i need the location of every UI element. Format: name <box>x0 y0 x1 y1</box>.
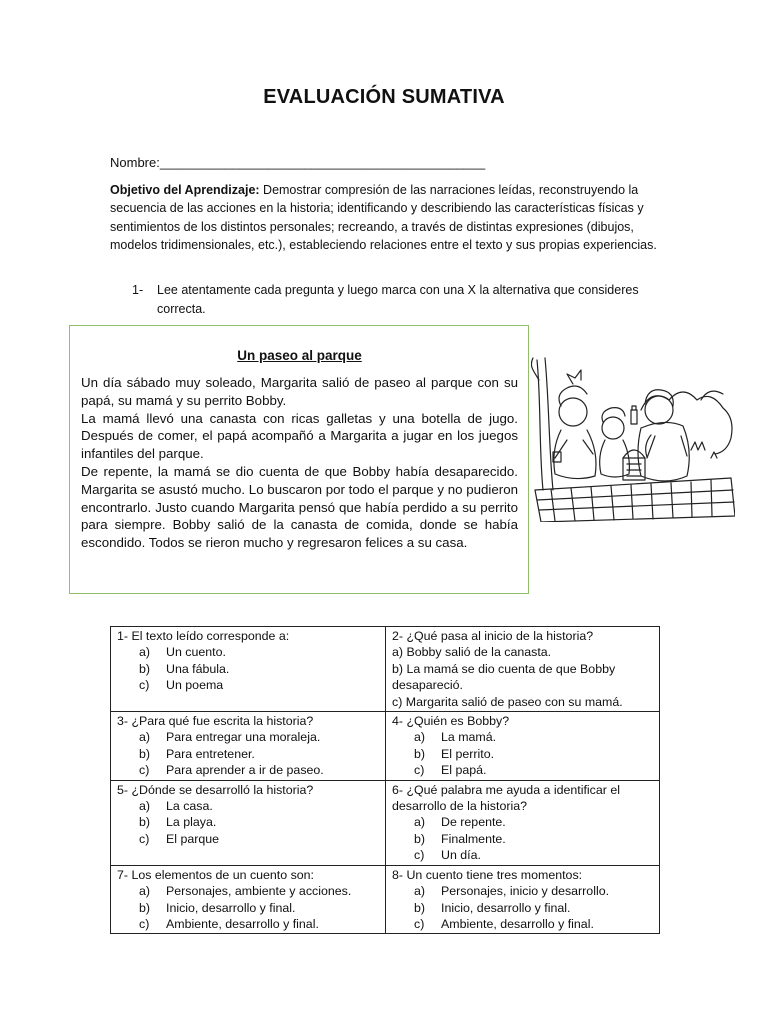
question-3 <box>111 712 386 781</box>
story-paragraph: La mamá llevó una canasta con ricas galletas y una botella de jugo. Después de comer, el papá acompañó a Margarita a jugar en los juegos infantiles del parque. <box>81 410 518 462</box>
table-row <box>111 712 660 781</box>
question-text: 6- ¿Qué palabra me ayuda a identificar el desarrollo de la historia? <box>392 782 620 814</box>
learning-objective <box>110 181 658 254</box>
instruction-text: Lee atentamente cada pregunta y luego marca con una X la alternativa que consideres correcta. <box>157 283 639 316</box>
questions-table <box>110 626 660 934</box>
question-1 <box>111 627 386 712</box>
question-text: 7- Los elementos de un cuento son: <box>117 867 315 882</box>
story-body <box>81 374 518 552</box>
option-b[interactable]: b) La playa. <box>139 815 217 830</box>
option-c[interactable]: c) Para aprender a ir de paseo. <box>139 763 324 778</box>
instruction <box>132 281 662 318</box>
question-7 <box>111 865 386 934</box>
option-a[interactable]: a) La mamá. <box>414 730 497 745</box>
option-a[interactable]: a) Bobby salió de la canasta. <box>392 645 552 660</box>
objective-text: Demostrar compresión de las narraciones leídas, reconstruyendo la secuencia de las acciones en la historia; identificando y describiendo las características físicas y sentimientos de los distintos personales; recreando, a través de distintas expresiones (dibujos, modelos tridimensionales, etc.), estableciendo relaciones entre el texto y sus propias experiencias. <box>110 183 657 252</box>
story-title: Un paseo al parque <box>237 348 362 363</box>
option-a[interactable]: a) De repente. <box>414 815 506 830</box>
question-text: 4- ¿Quién es Bobby? <box>392 714 510 729</box>
option-b[interactable]: b) Para entretener. <box>139 746 255 761</box>
option-a[interactable]: a) Personajes, ambiente y acciones. <box>139 884 352 899</box>
option-c[interactable]: c) Ambiente, desarrollo y final. <box>414 916 594 931</box>
option-c[interactable]: c) Margarita salió de paseo con su mamá. <box>392 694 623 709</box>
option-a[interactable]: a) La casa. <box>139 799 213 814</box>
table-row <box>111 865 660 934</box>
story-paragraph: Un día sábado muy soleado, Margarita salió de paseo al parque con su papá, su mamá y su perrito Bobby. <box>81 375 518 408</box>
name-blank-line[interactable]: _____________________________________________ <box>159 155 486 170</box>
option-b[interactable]: b) Finalmente. <box>414 831 506 846</box>
name-label: Nombre: <box>110 155 160 170</box>
question-4 <box>386 712 660 781</box>
question-text: 1- El texto leído corresponde a: <box>117 629 290 643</box>
question-text: 5- ¿Dónde se desarrolló la historia? <box>117 782 314 797</box>
instruction-number: 1- <box>132 283 144 297</box>
question-2 <box>386 627 660 712</box>
option-a[interactable]: a) Para entregar una moraleja. <box>139 730 321 745</box>
option-b[interactable]: b) Inicio, desarrollo y final. <box>414 900 571 915</box>
question-8 <box>386 865 660 934</box>
option-c[interactable]: c) Ambiente, desarrollo y final. <box>139 916 319 931</box>
option-b[interactable]: b) La mamá se dio cuenta de que Bobby desapareció. <box>392 661 616 693</box>
table-row <box>111 780 660 865</box>
question-text: 8- Un cuento tiene tres momentos: <box>392 867 583 882</box>
story-paragraph: De repente, la mamá se dio cuenta de que Bobby había desaparecido. Margarita se asustó mucho. Lo buscaron por todo el parque y no pudieron encontrarlo. Justo cuando Margarita pensó que había perdido a su perrito para siempre. Bobby salió de la canasta de comida, donde se había escondido. Todos se rieron mucho y regresaron felices a su casa. <box>81 463 518 551</box>
story-box <box>69 325 529 594</box>
objective-label: Objetivo del Aprendizaje: <box>110 183 260 197</box>
option-c[interactable]: c) El parque <box>139 831 220 846</box>
option-c[interactable]: c) Un poema <box>139 678 224 693</box>
option-c[interactable]: c) Un día. <box>414 848 481 863</box>
name-field[interactable] <box>110 155 485 170</box>
option-c[interactable]: c) El papá. <box>414 763 487 778</box>
question-text: 3- ¿Para qué fue escrita la historia? <box>117 714 314 729</box>
table-row <box>111 627 660 712</box>
option-a[interactable]: a) Personajes, inicio y desarrollo. <box>414 884 610 899</box>
page-title: EVALUACIÓN SUMATIVA <box>263 86 505 108</box>
question-6 <box>386 780 660 865</box>
option-b[interactable]: b) Inicio, desarrollo y final. <box>139 900 296 915</box>
option-b[interactable]: b) Una fábula. <box>139 661 230 676</box>
question-text: 2- ¿Qué pasa al inicio de la historia? <box>392 629 594 643</box>
option-a[interactable]: a) Un cuento. <box>139 645 226 660</box>
family-picnic-illustration <box>531 340 735 522</box>
option-b[interactable]: b) El perrito. <box>414 746 495 761</box>
question-5 <box>111 780 386 865</box>
